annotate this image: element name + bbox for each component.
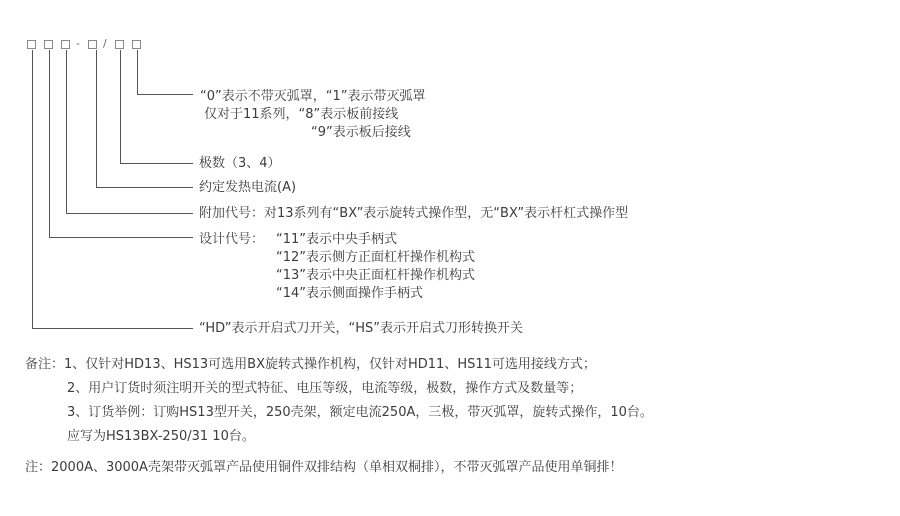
type-label: “HD”表示开启式刀开关，“HS”表示开启式刀形转换开关 [199,321,524,336]
footnote: 注：2000A、3000A壳架带灭弧罩产品使用铜件双排结构（单相双桐排），不带灭弧罩产品使用单铜排！ [25,460,623,475]
code-dash: - [76,37,80,50]
connector-poles-v [120,50,121,163]
connector-additional-h [66,213,193,214]
remark-line: 备注：1、仅针对HD13、HS13可选用BX旋转式操作机构，仅针对HD11、HS11可选用接线方式； [25,357,596,372]
poles-label: 极数（3、4） [199,156,281,171]
connector-type-v [32,50,33,328]
connector-type-h [32,328,193,329]
connector-design-v [49,50,50,237]
remark-line: 3、订货举例：订购HS13型开关，250壳架，额定电流250A，三极，带灭弧罩，旋转式操作，10台。 [67,405,653,420]
code-box-current [88,40,97,49]
connector-additional-v [66,50,67,213]
code-box-arc [132,40,141,49]
arc-cover-line1: “0”表示不带灭弧罩，“1”表示带灭弧罩 [200,89,426,104]
design-code-label: 设计代号： [199,232,265,247]
rated-current-label: 约定发热电流(A) [199,180,297,195]
code-slash: / [103,37,107,50]
design-code-item: “13”表示中央正面杠杆操作机构式 [276,268,476,283]
code-box-additional [61,40,70,49]
code-box-poles [115,40,124,49]
connector-poles-h [120,163,193,164]
connector-design-h [49,237,193,238]
design-code-item: “12”表示侧方正面杠杆操作机构式 [276,250,476,265]
design-code-item: “14”表示侧面操作手柄式 [276,286,424,301]
arc-cover-line3: “9”表示板后接线 [311,125,411,140]
connector-arc-h [137,94,193,95]
connector-current-v [96,50,97,187]
connector-current-h [96,187,193,188]
remark-line: 应写为HS13BX-250/31 10台。 [67,429,255,444]
additional-code-label: 附加代号：对13系列有“BX”表示旋转式操作型，无“BX”表示杆杠式操作型 [199,206,629,221]
connector-arc-v [137,50,138,94]
arc-cover-line2: 仅对于11系列，“8”表示板前接线 [204,107,399,122]
code-box-type [27,40,36,49]
design-code-item: “11”表示中央手柄式 [276,232,398,247]
remark-line: 2、用户订货时须注明开关的型式特征、电压等级，电流等级，极数，操作方式及数量等； [67,381,583,396]
code-box-design [44,40,53,49]
